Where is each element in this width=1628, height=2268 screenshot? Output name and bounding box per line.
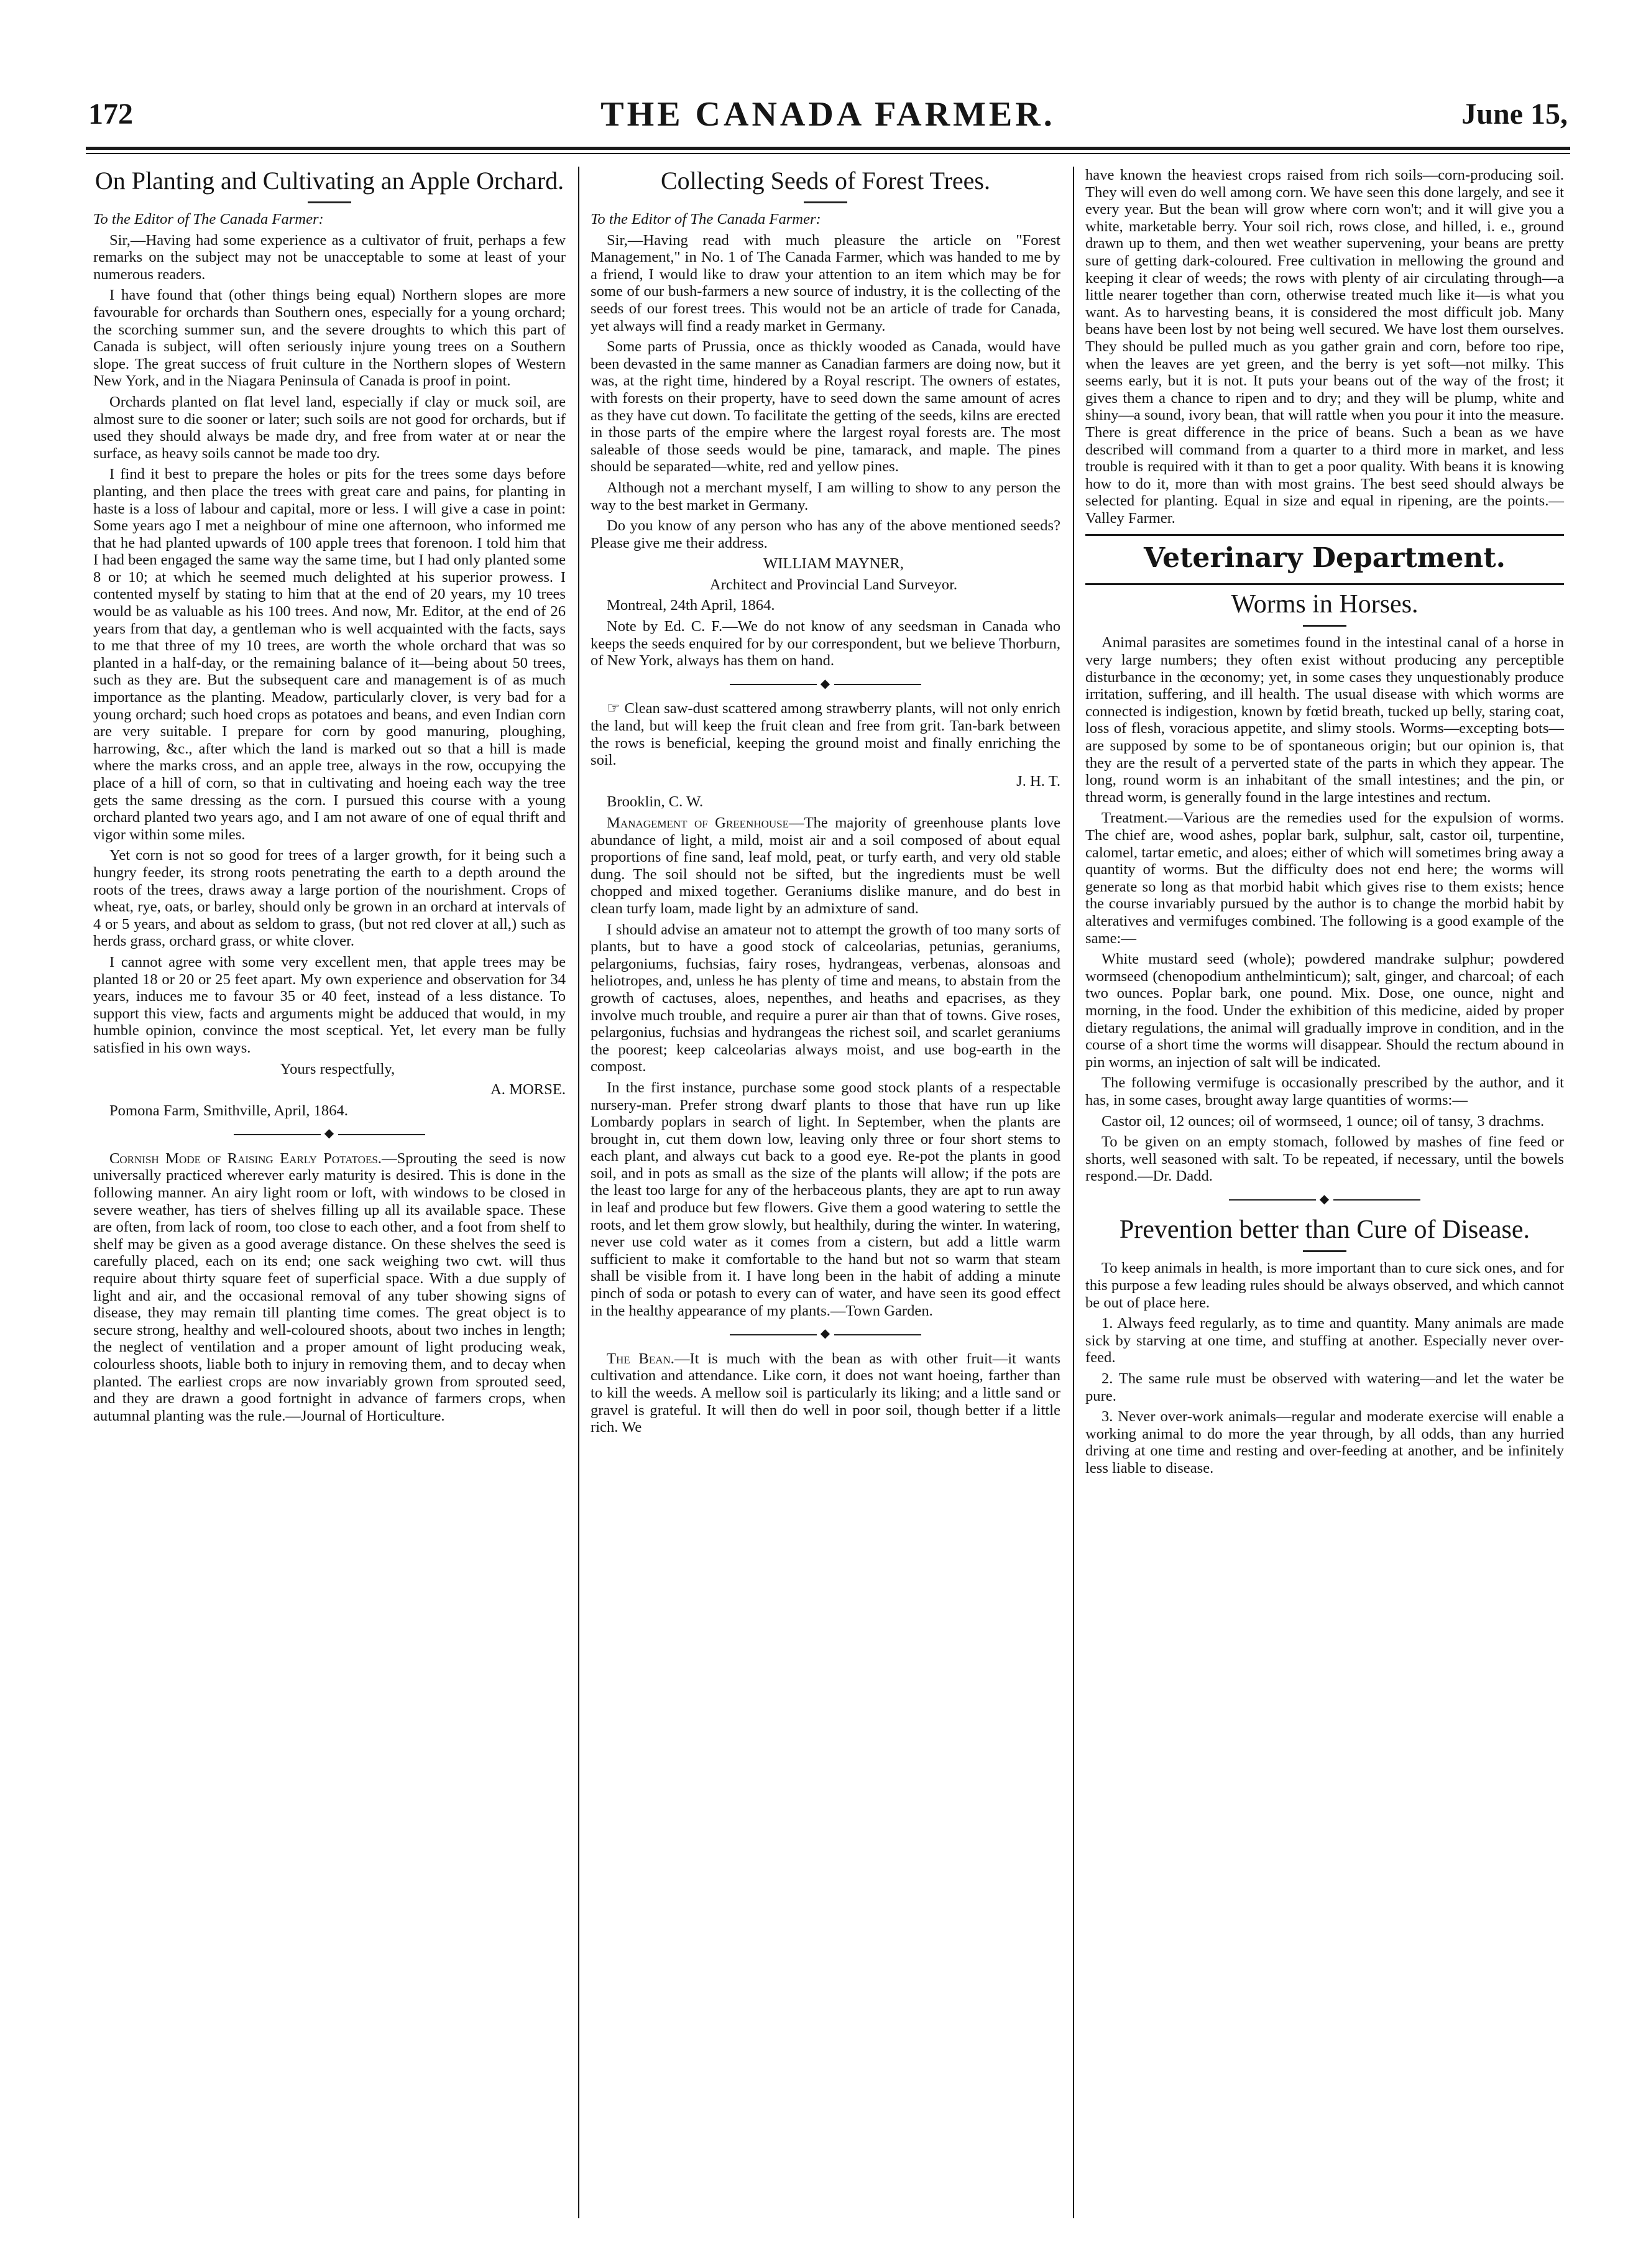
run-in-head: Cornish Mode of Raising Early Potatoes.	[109, 1150, 382, 1167]
place-line: Brooklin, C. W.	[607, 793, 704, 811]
place-date: Montreal, 24th April, 1864.	[607, 597, 775, 614]
article-title-worms: Worms in Horses.	[1231, 590, 1419, 619]
paragraph: I should advise an amateur not to attempt the growth of too many sorts of plants, but to have a good stock of calceolarias, petunias, geraniums, pelargoniums, fuchsias, fairy roses, hydrangeas, verbenas, alonsoas and heliotropes, and, unless he has plenty of time and means, to abstain from the growth of cactuses, aloes, nepenthes, and heaths and epacrises, as they involve much trouble, and require a purer air than that of towns. Give roses, pelargonius, fuchsias and hydrangeas the richest soil, and scarlet geraniums the poorest; keep calceolarias always moist, and use bog-earth in the compost.	[591, 921, 1060, 1076]
article-title-prevention: Prevention better than Cure of Disease.	[1119, 1215, 1530, 1245]
closing: Yours respectfully,	[280, 1060, 395, 1077]
paragraph: Some parts of Prussia, once as thickly wooded as Canada, would have been devasted in the same manner as Canadian farmers are doing now, but it was, at the right time, hindered by a Royal rescript. The owners of estates, with forests on their property, have to seed down the same amount of acres as they have cut down. To facilitate the getting of the seeds, kilns are erected in those parts of the empire where the largest royal forests are. The most saleable of those seeds would be pine, tamarack, and maple. The pines should be separated—white, red and yellow pines.	[591, 338, 1060, 476]
department-rule-top	[1085, 534, 1564, 536]
paragraph: Do you know of any person who has any of the above mentioned seeds? Please give me their address.	[591, 517, 1060, 551]
paragraph: In the first instance, purchase some good stock plants of a respectable nursery-man. Prefer strong dwarf plants to those that have run up like Lombardy poplars in search of light. In September, when the plants are brought in, cut them down low, leaving only three or four short stems to each plant, and always cut back to a good eye. Re-pot the plants in good soil, and in pots as small as the size of the plants will allow; if the pots are the least too large for any of the herbaceous plants, they are apt to run away in leaf and produce but few flowers. Give them a good watering to settle the roots, and let them grow slowly, but healthily, during the winter. In watering, never use cold water as it comes from a cistern, but add a little warm sufficient to make it comfortable to the hand but not so warm that steam shall be visible from it. I have long been in the habit of adding a minute pinch of soda or potash to every can of water, and have seen its good effect in the healthy appearance of my plants.—Town Garden.	[591, 1079, 1060, 1319]
place-date: Pomona Farm, Smithville, April, 1864.	[109, 1102, 348, 1119]
column-1	[93, 167, 566, 1428]
title-rule	[1303, 625, 1346, 627]
column-divider-2	[1073, 167, 1074, 2218]
paragraph: The Bean.—It is much with the bean as with other fruit—it wants cultivation and attendance. Like corn, it does not want hoeing, farther than to kill the weeds. A mellow soil is particularly its liking; and a little sand or gravel is grateful. It will then do well in poor soil, though better if a little rich. We	[591, 1350, 1061, 1436]
paragraph: Sir,—Having had some experience as a cultivator of fruit, perhaps a few remarks on the subject may not be unacceptable to some at least of your numerous readers.	[93, 231, 566, 283]
signature-title: Architect and Provincial Land Surveyor.	[709, 576, 958, 593]
paragraph: I find it best to prepare the holes or pits for the trees some days before planting, and then place the trees with great care and pains, for planting in haste is a loss of labour and capital, more or less. I will give a case in point: Some years ago I met a neighbour of mine one afternoon, who informed me that he had planted upwards of 100 apple trees that forenoon. I told him that I had been engaged the same way the same time, but I had only planted some 8 or 10; at which he seemed much delighted at his superior prowess. I contented myself by stating to him that at the end of 20 years, my 10 trees would be as valuable as his 100 trees. And now, Mr. Editor, at the end of 26 years from that day, a gentleman who is well acquainted with the facts, says to me that three of my 10 trees, are worth the whole orchard that was so planted in a half-day, or the remaining balance of it—being about 50 trees, such as they are. But the subsequent care and management is of as much importance as the planting. Meadow, particularly clover, is very bad for a young orchard; such hoed crops as potatoes and beans, and even Indian corn are very suitable. I prepare for corn by good manuring, ploughing, harrowing, &c., after which the land is marked out so that a hill is made where the marks cross, and an apple tree, always in the row, occupying the place of a hill of corn, so that in cultivating and hoeing each way the tree gets the same dressing as the corn. I pursued this course with a young orchard planted two years ago, and I am not aware of one of equal thrift and vigor within some miles.	[93, 466, 566, 843]
paragraph: ☞ Clean saw-dust scattered among strawberry plants, will not only enrich the land, but will keep the fruit clean and free from grit. Tan-bark between the rows is beneficial, keeping the ground moist and finally enriching the soil.	[591, 700, 1061, 769]
paragraph: Animal parasites are sometimes found in the intestinal canal of a horse in very large numbers; they often exist without producing any perceptible disturbance in the œconomy; yet, in some cases they unquestionably produce irritation, suffering, and ill health. The usual disease with which worms are connected is indigestion, known by fœtid breath, tucked up belly, staring coat, loss of flesh, voracious appetite, and slimy stools. Worms—excepting bots—are supposed by some to be of spontaneous origin; but our opinion is, that they are the result of a perverted state of the parts in which they appear. The long, round worm is an inhabitant of the small intestines; and the pin, or thread worm, is generally found in the large intestines and rectum.	[1085, 634, 1564, 806]
column-3	[1085, 167, 1564, 1481]
article-title-forest-seeds: Collecting Seeds of Forest Trees.	[661, 167, 990, 195]
section-ornament: ◆	[591, 676, 1060, 693]
paragraph: To keep animals in health, is more important than to cure sick ones, and for this purpose a few leading rules should be always observed, and which cannot be out of place here.	[1085, 1260, 1564, 1311]
department-rule-bottom	[1085, 583, 1564, 585]
section-ornament: ◆	[93, 1125, 566, 1143]
section-ornament: ◆	[1085, 1191, 1564, 1209]
signature: J. H. T.	[1016, 772, 1060, 790]
page-number: 172	[88, 98, 133, 131]
run-in-head: The Bean.	[607, 1350, 674, 1367]
paragraph: 2. The same rule must be observed with watering—and let the water be pure.	[1085, 1370, 1564, 1404]
article-title-apple-orchard: On Planting and Cultivating an Apple Orchard.	[94, 167, 564, 195]
to-editor-line: To the Editor of The Canada Farmer:	[93, 211, 324, 228]
run-in-head: Management of Greenhouse	[607, 814, 789, 831]
section-ornament: ◆	[591, 1325, 1060, 1343]
pointing-hand-icon: ☞	[607, 700, 625, 717]
paragraph: Management of Greenhouse—The majority of greenhouse plants love abundance of light, a mild, moist air and a soil composed of about equal proportions of fine sand, leaf mold, peat, or turfy earth, and very old stable dung. The soil should not be sifted, but the ingredients must be well chopped and mixed together. Geraniums dislike manure, and do best in clean turfy loam, made light by an admixture of sand.	[591, 814, 1060, 917]
paragraph: I cannot agree with some very excellent men, that apple trees may be planted 18 or 20 or 25 feet apart. My own experience and observation for 34 years, induces me to favour 35 or 40 feet, instead of a less distance. To support this view, facts and arguments might be adduced that would, in my humble opinion, convince the most sceptical. Yet, let every man be fully satisfied in his own ways.	[93, 953, 566, 1056]
signature: WILLIAM MAYNER,	[763, 555, 904, 573]
header-rule-thick	[86, 147, 1570, 150]
paragraph: Treatment.—Various are the remedies used for the expulsion of worms. The chief are, wood ashes, poplar bark, sulphur, salt, castor oil, turpentine, calomel, tartar emetic, and aloes; either of which will sometimes bring away a quantity of worms. But the difficulty does not end here; the worms will generate so long as that morbid habit which gives rise to them exists; hence the course invariably pursued by the author is to change the morbid habit by alteratives and vermifuges combined. The following is a good example of the same:—	[1085, 809, 1564, 947]
paragraph: 1. Always feed regularly, as to time and quantity. Many animals are made sick by starving at one time, and stuffing at another. Especially never over-feed.	[1085, 1315, 1564, 1367]
paragraph: White mustard seed (whole); powdered mandrake sulphur; powdered wormseed (chenopodium anthelminticum); salt, ginger, and charcoal; of each two ounces. Poplar bark, one pound. Mix. Dose, one ounce, night and morning, in the food. Under the exhibition of this medicine, aided by proper dietary regulations, the animal will gradually improve in condition, and in the course of a short time the worms will disappear. Should the rectum abound in pin worms, an injection of salt will be indicated.	[1085, 951, 1564, 1071]
newspaper-title: THE CANADA FARMER.	[600, 95, 1055, 134]
issue-date: June 15,	[1461, 98, 1568, 131]
paragraph: Cornish Mode of Raising Early Potatoes.—Sprouting the seed is now universally practiced wherever early maturity is desired. This is done in the following manner. An airy light room or loft, with windows to be closed in severe weather, has tiers of shelves filling up all its available space. These are often, from lack of room, too close to each other, and a foot from shelf to shelf may be given as a good average distance. On these shelves the seed is carefully placed, each on its end; one sack weighing two cwt. will thus require about thirty square feet of superficial space. With a due supply of light and air, and the occasional removal of any tuber showing signs of disease, they may remain till planting time comes. The great object is to secure strong, healthy and well-coloured shoots, about two inches in length; the neglect of ventilation and a proper amount of light producing weak, colourless shoots, liable both to injury in removing them, and to decay when planted. The earliest crops are now invariably grown from sprouted seed, and they are drawn a good fortnight in advance of farmers crops, when autumnal planting was the rule.—Journal of Horticulture.	[93, 1150, 566, 1424]
department-title: Veterinary Department.	[1144, 542, 1506, 574]
column-2	[591, 167, 1060, 1440]
title-rule	[804, 201, 847, 203]
paragraph: 3. Never over-work animals—regular and moderate exercise will enable a working animal to do more the year through, by all odds, than any hurried driving at one time and resting and over-feeding at another, and be infinitely less liable to disease.	[1085, 1408, 1564, 1477]
paragraph: Although not a merchant myself, I am willing to show to any person the way to the best market in Germany.	[591, 479, 1060, 514]
header-rule-thin	[86, 153, 1570, 154]
column-divider-1	[578, 167, 579, 2218]
paragraph: Orchards planted on flat level land, especially if clay or muck soil, are almost sure to die sooner or later; such soils are not good for orchards, but if used they should always be made dry, and free from water at or near the surface, as heavy soils cannot be made too dry.	[93, 393, 566, 462]
to-editor-line: To the Editor of The Canada Farmer:	[591, 211, 821, 228]
paragraph: Castor oil, 12 ounces; oil of wormseed, 1 ounce; oil of tansy, 3 drachms.	[1101, 1112, 1545, 1130]
title-rule	[1303, 1250, 1346, 1252]
paragraph: have known the heaviest crops raised from rich soils—corn-producing soil. They will even do well among corn. We have seen this done largely, and see it every year. But the bean will grow where corn won't; and it will give you a white, marketable berry. Your soil rich, rows close, and hilled, i. e., ground drawn up to them, and then wet weather supervening, your beans are pretty sure of getting dark-coloured. Free cultivation in mellowing the ground and keeping it clear of weeds; the rows with plenty of air circulating through—a little nearer together than corn, otherwise treated much like it—is what you want. As to harvesting beans, it is considered the most difficult job. Many beans have been lost by not being well secured. We have lost them ourselves. They should be pulled much as you gather grain and corn, before too ripe, when the leaves are yet green, and the berry is yet soft—not milky. This seems early, but it is not. It puts your beans out of the way of the frost; it gives them a chance to ripen and to dry; and they will be plump, white and shiny—a sound, ivory bean, that will rattle when you pour it into the measure. There is great difference in the price of beans. Such a bean as we have described will command from a quarter to a third more in market, and less trouble is required with it than to get a poor quality. With beans it is knowing how to do it, more than with most grains. The best seed should always be selected for planting. Equal in size and equal in ripening, are the points.—Valley Farmer.	[1085, 167, 1564, 527]
paragraph: Yet corn is not so good for trees of a larger growth, for it being such a hungry feeder, its strong roots penetrating the earth to a depth around the roots of the trees, draws away a large portion of the nourishment. Crops of wheat, rye, oats, or barley, should only be grown in an orchard at intervals of 4 or 5 years, and about as seldom to grass, (but not red clover at all,) such as herds grass, orchard grass, or white clover.	[93, 847, 566, 950]
editor-note: Note by Ed. C. F.—We do not know of any seedsman in Canada who keeps the seeds enquired for by our correspondent, but we believe Thorburn, of New York, always has them on hand.	[591, 618, 1060, 670]
paragraph: To be given on an empty stomach, followed by mashes of fine feed or shorts, well seasoned with salt. To be repeated, if necessary, until the bowels respond.—Dr. Dadd.	[1085, 1133, 1564, 1185]
paragraph: The following vermifuge is occasionally prescribed by the author, and it has, in some cases, brought away large quantities of worms:—	[1085, 1074, 1564, 1109]
paragraph: I have found that (other things being equal) Northern slopes are more favourable for orchards than Southern ones, especially for a young orchard; the scorching summer sun, and the severe droughts to which this part of Canada is subject, will often seriously injure young trees on a Southern slope. The great success of fruit culture in the Northern slopes of Western New York, and in the Niagara Peninsula of Canada is proof in point.	[93, 287, 566, 390]
paragraph: Sir,—Having read with much pleasure the article on "Forest Management," in No. 1 of The Canada Farmer, which was handed to me by a friend, I would like to draw your attention to an item which may be for some of our bush-farmers a new source of industry, it is the collecting of the seeds of our forest trees. This would not be an article of trade for Canada, yet always will find a ready market in Germany.	[591, 231, 1060, 334]
signature: A. MORSE.	[490, 1081, 566, 1099]
title-rule	[308, 201, 351, 203]
masthead	[86, 92, 1570, 142]
